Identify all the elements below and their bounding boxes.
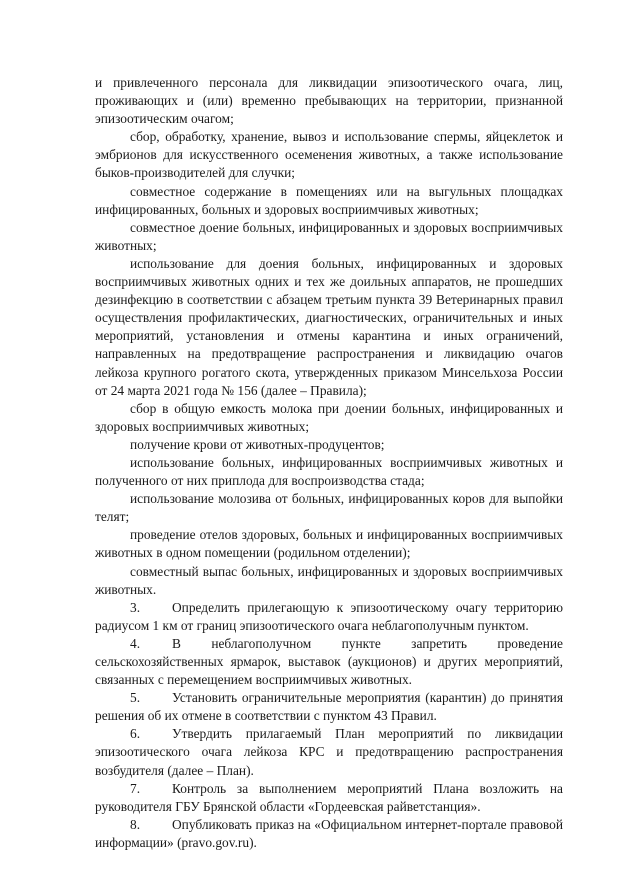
paragraph: совместный выпас больных, инфицированных и здоровых восприимчивых животных. bbox=[95, 563, 563, 597]
item-text: Утвердить прилагаемый План мероприятий по ликвидации эпизоотического очага лейкоза КРС и предотвращению распространения возбудителя (далее – План). bbox=[95, 726, 563, 778]
paragraph: совместное доение больных, инфицированных и здоровых восприимчивых животных; bbox=[95, 219, 563, 253]
item-number: 8. bbox=[130, 816, 141, 832]
paragraph: совместное содержание в помещениях или на выгульных площадках инфицированных, больных и здоровых восприимчивых животных; bbox=[95, 183, 563, 217]
item-text: Установить ограничительные мероприятия (карантин) до принятия решения об их отмене в соответствии с пунктом 43 Правил. bbox=[95, 690, 563, 724]
item-text: Контроль за выполнением мероприятий Плана возложить на руководителя ГБУ Брянской области «Гордеевская райветстанция». bbox=[95, 780, 563, 814]
item-number: 5. bbox=[130, 690, 141, 706]
paragraph: сбор в общую емкость молока при доении больных, инфицированных и здоровых восприимчивых животных; bbox=[95, 400, 563, 434]
paragraph: и привлеченного персонала для ликвидации эпизоотического очага, лиц, проживающих и (или) временно пребывающих на территории, признанной эпизоотическим очагом; bbox=[95, 75, 563, 127]
item-text: В неблагополучном пункте запретить проведение сельскохозяйственных ярмарок, выставок (аукционов) и других мероприятий, связанных с перемещением восприимчивых животных. bbox=[95, 635, 563, 688]
paragraph: использование для доения больных, инфицированных и здоровых восприимчивых животных одних и тех же доильных аппаратов, не прошедших дезинфекцию в соответствии с абзацем третьим пункта 39 Ветеринарных правил осуществления профилактических, диагностических, ограничительных и иных мероприятий, установления и отмены карантина и иных ограничений, направленных на предотвращение распространения и ликвидацию очагов лейкоза крупного рогатого скота, утвержденных приказом Минсельхоза России от 24 марта 2021 года № 156 (далее – Правила); bbox=[95, 255, 563, 398]
item-number: 7. bbox=[130, 780, 141, 796]
item-number: 3. bbox=[130, 599, 141, 615]
item-text: Опубликовать приказ на «Официальном интернет-портале правовой информации» (pravo.gov.ru). bbox=[95, 816, 563, 850]
numbered-item-4 bbox=[95, 635, 563, 689]
numbered-item-5 bbox=[95, 689, 563, 725]
paragraph: получение крови от животных-продуцентов; bbox=[130, 436, 385, 452]
numbered-item-7 bbox=[95, 780, 563, 816]
paragraph: использование больных, инфицированных восприимчивых животных и полученного от них приплода для воспроизводства стада; bbox=[95, 454, 563, 489]
numbered-item-3 bbox=[95, 599, 563, 635]
item-number: 6. bbox=[130, 726, 141, 742]
document-page bbox=[95, 74, 563, 852]
paragraph: проведение отелов здоровых, больных и инфицированных восприимчивых животных в одном помещении (родильном отделении); bbox=[95, 527, 563, 561]
item-number: 4. bbox=[130, 635, 141, 651]
numbered-item-8 bbox=[95, 816, 563, 852]
numbered-item-6 bbox=[95, 725, 563, 779]
paragraph: сбор, обработку, хранение, вывоз и использование спермы, яйцеклеток и эмбрионов для искусственного осеменения животных, а также использование быков-производителей для случки; bbox=[95, 129, 563, 181]
paragraph: использование молозива от больных, инфицированных коров для выпойки телят; bbox=[95, 491, 563, 525]
item-text: Определить прилегающую к эпизоотическому очагу территорию радиусом 1 км от границ эпизоотического очага неблагополучным пунктом. bbox=[95, 599, 563, 633]
